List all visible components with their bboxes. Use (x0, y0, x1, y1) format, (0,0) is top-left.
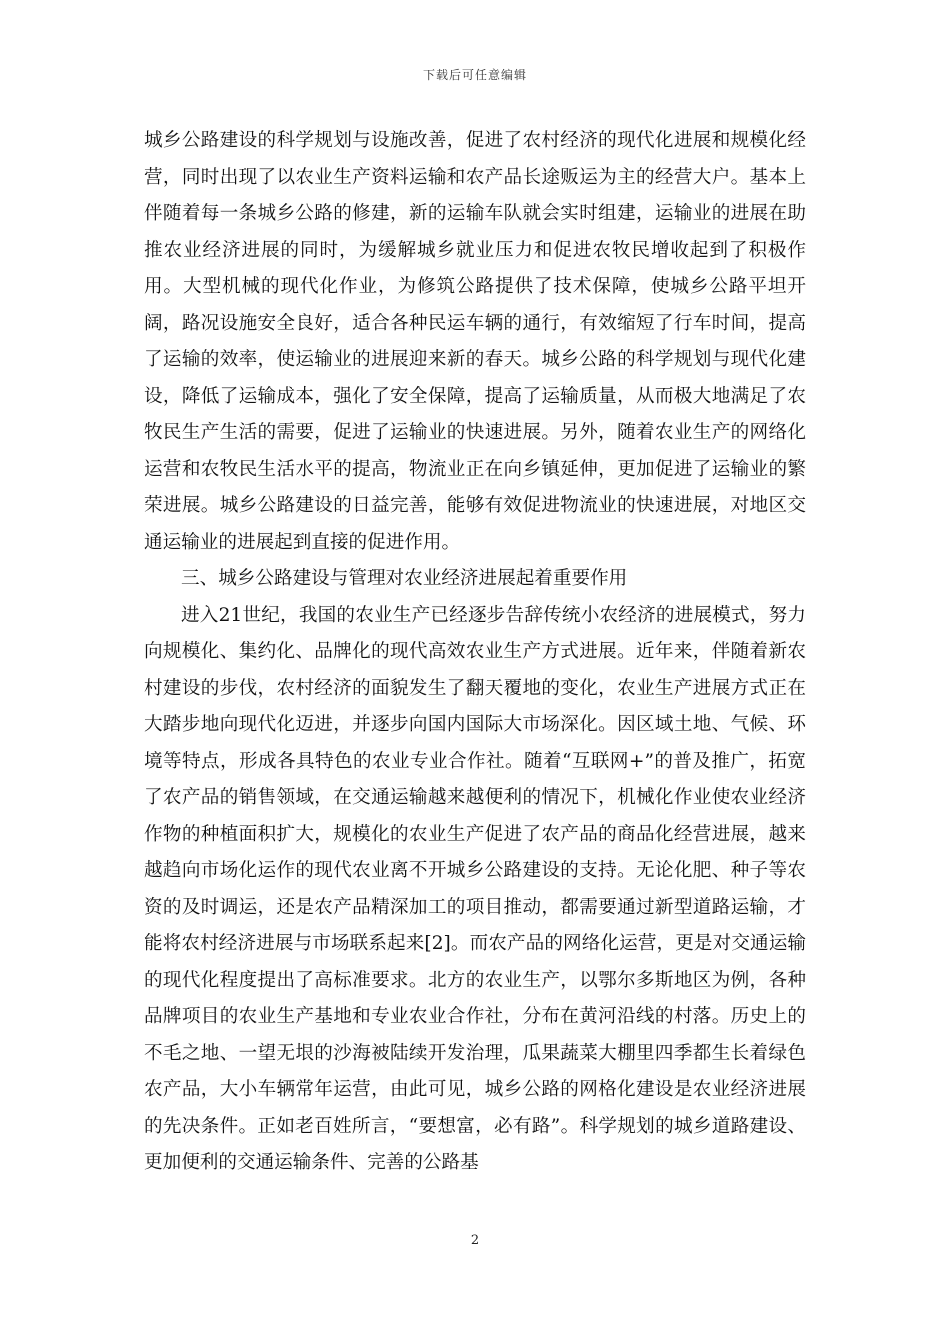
body-paragraph-continued: 城乡公路建设的科学规划与设施改善，促进了农村经济的现代化进展和规模化经营，同时出现了以农业生产资料运输和农产品长途贩运为主的经营大户。基本上伴随着每一条城乡公路的修建，新的运输车队就会实时组建，运输业的进展在助推农业经济进展的同时，为缓解城乡就业压力和促进农牧民增收起到了积极作用。大型机械的现代化作业，为修筑公路提供了技术保障，使城乡公路平坦开阔，路况设施安全良好，适合各种民运车辆的通行，有效缩短了行车时间，提高了运输的效率，使运输业的进展迎来新的春天。城乡公路的科学规划与现代化建设，降低了运输成本，强化了安全保障，提高了运输质量，从而极大地满足了农牧民生产生活的需要，促进了运输业的快速进展。另外，随着农业生产的网络化运营和农牧民生活水平的提高，物流业正在向乡镇延伸，更加促进了运输业的繁荣进展。城乡公路建设的日益完善，能够有效促进物流业的快速进展，对地区交通运输业的进展起到直接的促进作用。 (144, 130, 806, 553)
document-body (144, 123, 806, 1182)
section-heading: 三、城乡公路建设与管理对农业经济进展起着重要作用 (181, 568, 628, 589)
page-header: 下载后可任意编辑 (422, 68, 527, 82)
body-paragraph: 进入21世纪，我国的农业生产已经逐步告辞传统小农经济的进展模式，努力向规模化、集约化、品牌化的现代高效农业生产方式进展。近年来，伴随着新农村建设的步伐，农村经济的面貌发生了翻天覆地的变化，农业生产进展方式正在大踏步地向现代化迈进，并逐步向国内国际大市场深化。因区域土地、气候、环境等特点，形成各具特色的农业专业合作社。随着“互联网+”的普及推广，拓宽了农产品的销售领域，在交通运输越来越便利的情况下，机械化作业使农业经济作物的种植面积扩大，规模化的农业生产促进了农产品的商品化经营进展，越来越趋向市场化运作的现代农业离不开城乡公路建设的支持。无论化肥、种子等农资的及时调运，还是农产品精深加工的项目推动，都需要通过新型道路运输，才能将农村经济进展与市场联系起来[2]。而农产品的网络化运营，更是对交通运输的现代化程度提出了高标准要求。北方的农业生产，以鄂尔多斯地区为例，各种品牌项目的农业生产基地和专业农业合作社，分布在黄河沿线的村落。历史上的不毛之地、一望无垠的沙海被陆续开发治理，瓜果蔬菜大棚里四季都生长着绿色农产品，大小车辆常年运营，由此可见，城乡公路的网格化建设是农业经济进展的先决条件。正如老百姓所言，“要想富，必有路”。科学规划的城乡道路建设、更加便利的交通运输条件、完善的公路基 (144, 604, 806, 1173)
page-number: 2 (470, 1233, 480, 1248)
